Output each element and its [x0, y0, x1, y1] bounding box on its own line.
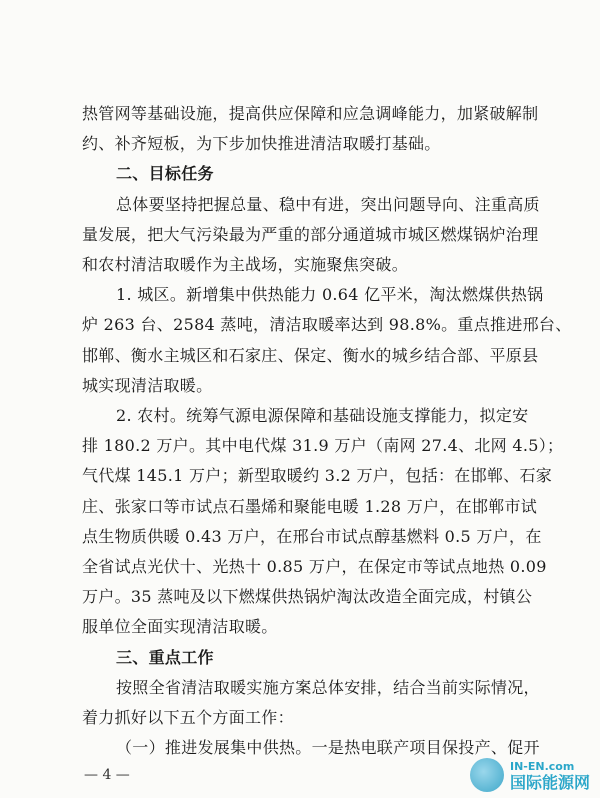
body-line: 万户。35 蒸吨及以下燃煤供热锅炉淘汰改造全面完成，村镇公 [82, 587, 533, 606]
page-number: — 4 — [84, 767, 130, 783]
body-line: 1. 城区。新增集中供热能力 0.64 亿平米，淘汰燃煤供热锅 [116, 285, 544, 304]
body-line: 庄、张家口等市试点石墨烯和聚能电暖 1.28 万户，在邯郸市试 [82, 497, 538, 516]
watermark-logo [470, 758, 590, 792]
body-line: （一）推进发展集中供热。一是热电联产项目保投产、促开 [116, 738, 540, 757]
body-line: 约、补齐短板，为下步加快推进清洁取暖打基础。 [82, 134, 441, 153]
body-line: 城实现清洁取暖。 [82, 376, 213, 395]
section-heading: 三、重点工作 [116, 648, 214, 667]
body-line: 2. 农村。统筹气源电源保障和基础设施支撑能力，拟定安 [116, 406, 529, 425]
body-line: 炉 263 台、2584 蒸吨，清洁取暖率达到 98.8%。重点推进邢台、 [82, 315, 572, 334]
body-line: 排 180.2 万户。其中电代煤 31.9 万户（南网 27.4、北网 4.5）； [82, 436, 564, 455]
body-line: 热管网等基础设施，提高供应保障和应急调峰能力，加紧破解制 [82, 104, 539, 123]
body-line: 气代煤 145.1 万户；新型取暖约 3.2 万户，包括：在邯郸、石家 [82, 466, 553, 485]
body-line: 点生物质供暖 0.43 万户，在邢台市试点醇基燃料 0.5 万户，在 [82, 527, 542, 546]
watermark-name: 国际能源网 [509, 773, 590, 792]
body-line: 邯郸、衡水主城区和石家庄、保定、衡水的城乡结合部、平原县 [82, 346, 539, 365]
watermark-domain: IN-EN.com [509, 760, 575, 773]
body-line: 服单位全面实现清洁取暖。 [82, 617, 278, 636]
body-line: 全省试点光伏十、光热十 0.85 万户，在保定市等试点地热 0.09 [82, 557, 547, 576]
body-line: 量发展，把大气污染最为严重的部分通道城市城区燃煤锅炉治理 [82, 225, 539, 244]
body-line: 和农村清洁取暖作为主战场，实施聚焦突破。 [82, 255, 409, 274]
body-line: 着力抓好以下五个方面工作： [82, 708, 294, 727]
section-heading: 二、目标任务 [116, 164, 214, 183]
globe-logo-icon [470, 758, 504, 792]
body-line: 按照全省清洁取暖实施方案总体安排，结合当前实际情况， [116, 678, 540, 697]
body-line: 总体要坚持把握总量、稳中有进，突出问题导向、注重高质 [116, 195, 540, 214]
